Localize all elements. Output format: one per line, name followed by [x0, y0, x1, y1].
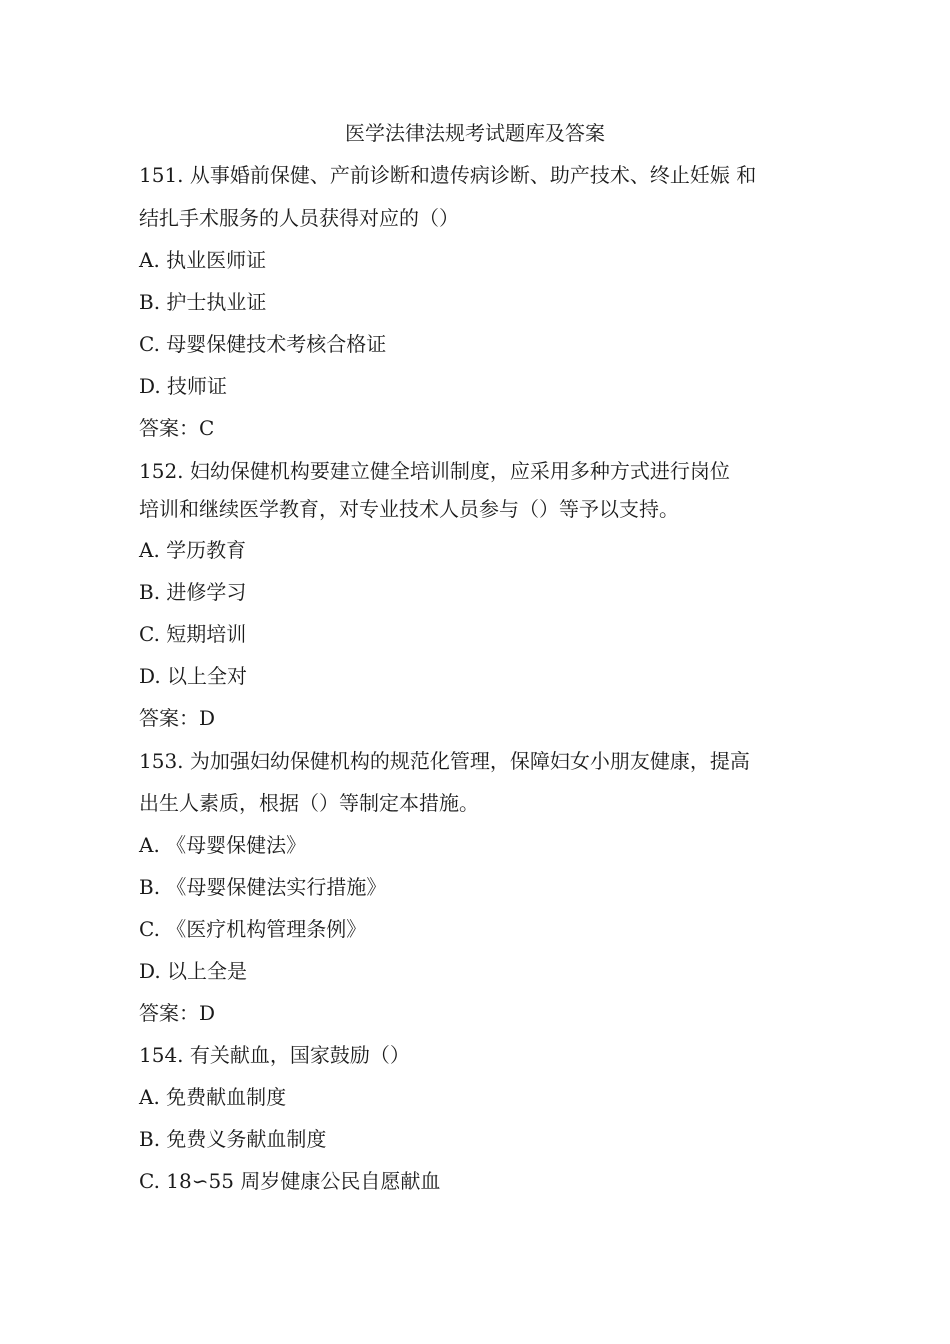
- question-153-option-c: C. 《医疗机构管理条例》: [139, 917, 367, 941]
- question-154-option-c: C. 18∽55 周岁健康公民自愿献血: [139, 1169, 441, 1193]
- question-154-option-b: B. 免费义务献血制度: [139, 1127, 327, 1151]
- question-151-option-c: C. 母婴保健技术考核合格证: [139, 332, 387, 356]
- question-153-option-d: D. 以上全是: [139, 959, 248, 983]
- question-151-option-b: B. 护士执业证: [139, 290, 267, 314]
- question-152-option-c: C. 短期培训: [139, 622, 247, 646]
- question-152-option-a: A. 学历教育: [139, 538, 247, 562]
- question-151-option-a: A. 执业医师证: [139, 248, 267, 272]
- question-151-stem-line-2: 结扎手术服务的人员获得对应的（）: [139, 206, 459, 230]
- question-153-stem-line-2: 出生人素质，根据（）等制定本措施。: [139, 791, 479, 815]
- question-152-option-d: D. 以上全对: [139, 664, 248, 688]
- question-153-answer: 答案：D: [139, 1001, 216, 1025]
- question-151-option-d: D. 技师证: [139, 374, 228, 398]
- question-152-answer: 答案：D: [139, 706, 216, 730]
- question-153-option-b: B. 《母婴保健法实行措施》: [139, 875, 387, 899]
- page-title: 医学法律法规考试题库及答案: [345, 121, 605, 145]
- question-151-stem-line-1: 151. 从事婚前保健、产前诊断和遗传病诊断、助产技术、终止妊娠 和: [139, 163, 757, 187]
- question-152-option-b: B. 进修学习: [139, 580, 247, 604]
- question-151-answer: 答案：C: [139, 416, 215, 440]
- question-153-stem-line-1: 153. 为加强妇幼保健机构的规范化管理，保障妇女小朋友健康，提高: [139, 749, 750, 773]
- question-152-stem-line-1: 152. 妇幼保健机构要建立健全培训制度，应采用多种方式进行岗位: [139, 459, 730, 483]
- question-153-option-a: A. 《母婴保健法》: [139, 833, 307, 857]
- question-152-stem-line-2: 培训和继续医学教育，对专业技术人员参与（）等予以支持。: [139, 497, 679, 521]
- question-154-stem-line-1: 154. 有关献血，国家鼓励（）: [139, 1043, 410, 1067]
- question-154-option-a: A. 免费献血制度: [139, 1085, 287, 1109]
